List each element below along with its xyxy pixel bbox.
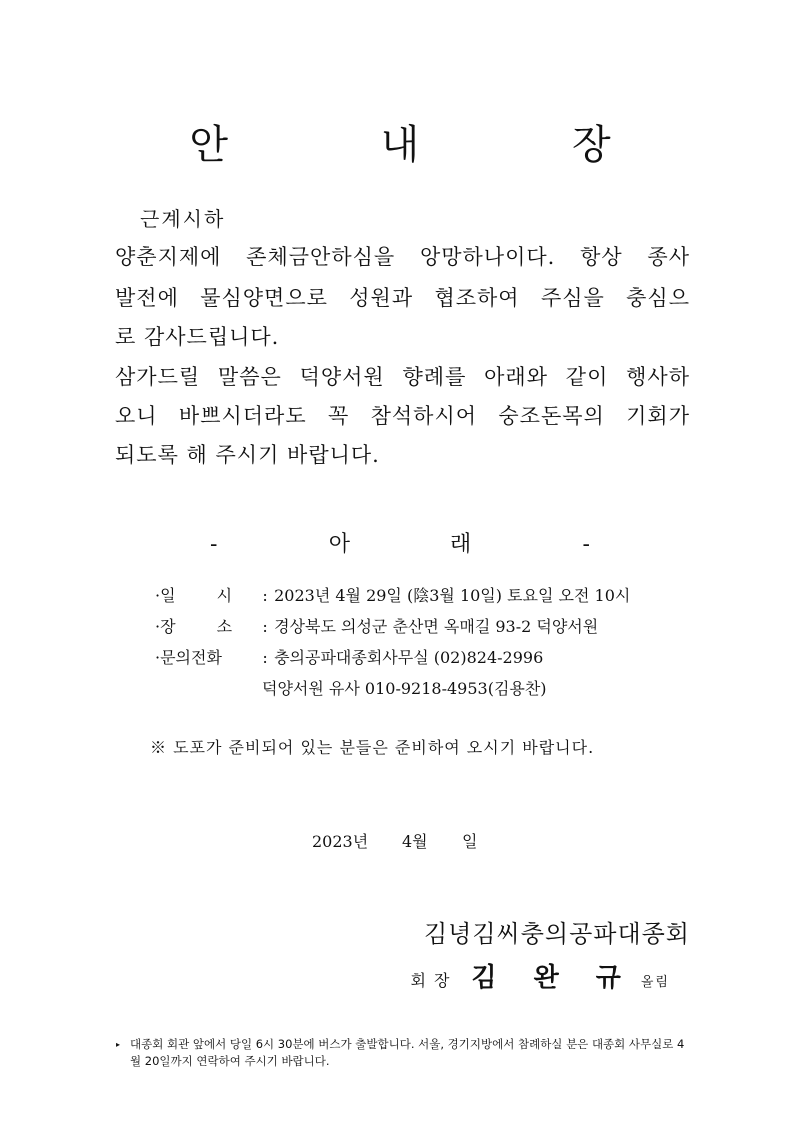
body-line-1: 양춘지제에 존체금안하심을 앙망하나이다. 항상 종사 (115, 245, 690, 269)
detail-value: 충의공파대종회사무실 (02)824-2996 (274, 648, 544, 667)
detail-value: 경상북도 의성군 춘산면 옥매길 93-2 덕양서원 (274, 617, 599, 636)
date-day: 일 (462, 832, 478, 851)
detail-bullet: · (155, 648, 161, 667)
body-line-4: 삼가드릴 말씀은 덕양서원 향례를 아래와 같이 행사하 (115, 365, 690, 389)
date-month: 4월 (402, 832, 428, 851)
detail-colon: : (262, 586, 268, 605)
body-line-5: 오니 바쁘시더라도 꼭 참석하시어 숭조돈목의 기회가 (115, 404, 690, 428)
footnote-bullet-icon: ▸ (116, 1040, 121, 1049)
signature-action: 올림 (640, 975, 670, 990)
footnote-text: 대종회 회관 앞에서 당일 6시 30분에 버스가 출발합니다. 서울, 경기지방에서 참례하실 분은 대종회 사무실로 4월 20일까지 연락하여 주시기 바랍니다. (130, 1037, 685, 1068)
heading-dash-left: - (210, 532, 218, 557)
detail-bullet: · (155, 586, 161, 605)
detail-value: 2023년 4월 29일 (陰3월 10일) 토요일 오전 10시 (274, 586, 631, 605)
notice: ※ 도포가 준비되어 있는 분들은 준비하여 오시기 바랍니다. (150, 738, 595, 757)
detail-label: 일 시 (160, 586, 251, 605)
signature-name: 김 완 규 (471, 963, 635, 993)
detail-label: 장 소 (160, 617, 251, 636)
detail-contact-continuation: 덕양서원 유사 010-9218-4953(김용찬) (262, 679, 547, 698)
signature (411, 957, 671, 994)
footnote (116, 1036, 688, 1070)
document-title: 안 내 장 (189, 122, 681, 168)
body-line-6: 되도록 해 주시기 바랍니다. (115, 443, 380, 467)
detail-row-location (155, 614, 598, 637)
detail-row-contact (155, 645, 543, 668)
body-line-2: 발전에 물심양면으로 성원과 협조하여 주심을 충심으 (115, 286, 690, 310)
body-line-3: 로 감사드립니다. (115, 325, 280, 349)
date-year: 2023년 (312, 832, 369, 851)
issue-date (312, 829, 477, 852)
heading-dash-right: - (582, 532, 590, 557)
detail-row-datetime (155, 583, 630, 606)
detail-colon: : (262, 648, 268, 667)
organization-name: 김녕김씨충의공파대종회 (423, 920, 690, 948)
detail-label: 문의전화 (160, 648, 222, 667)
signature-title: 회장 (410, 971, 458, 990)
section-heading (0, 527, 800, 558)
detail-colon: : (262, 617, 268, 636)
heading-char-1: 아 (328, 532, 350, 557)
heading-char-2: 래 (450, 532, 472, 557)
greeting: 근계시하 (140, 207, 226, 231)
detail-bullet: · (155, 617, 161, 636)
